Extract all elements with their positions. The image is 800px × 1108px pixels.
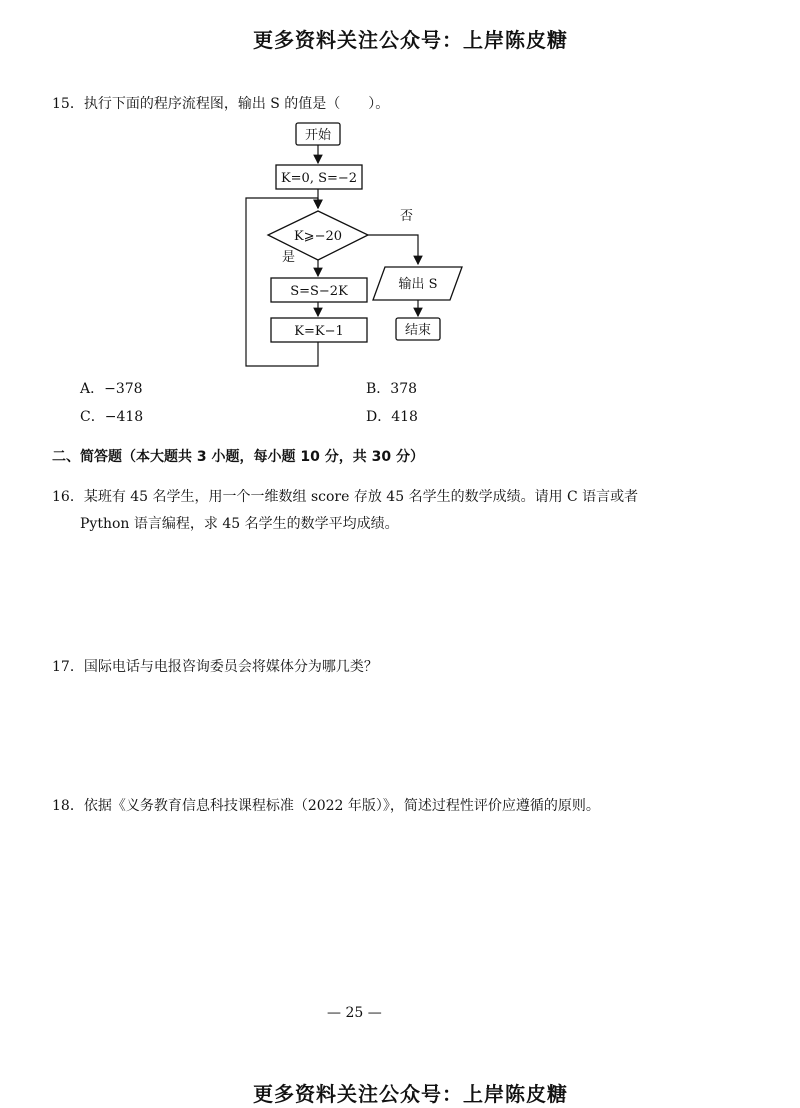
flow-step1-label: S=S−2K xyxy=(290,284,348,299)
section-2-heading: 二、简答题（本大题共 3 小题，每小题 10 分，共 30 分） xyxy=(52,449,424,465)
footer-banner: 更多资料关注公众号：上岸陈皮糖 xyxy=(253,1082,568,1106)
option-d-label: D． xyxy=(366,409,392,425)
option-a xyxy=(80,378,143,398)
option-a-value: −378 xyxy=(104,381,143,397)
question-17-text: 17．国际电话与电报咨询委员会将媒体分为哪几类？ xyxy=(52,659,378,675)
option-b-label: B． xyxy=(366,381,391,397)
flow-no-label: 否 xyxy=(400,209,414,224)
flow-start-label: 开始 xyxy=(304,128,332,143)
flow-arrow xyxy=(368,235,418,264)
flow-init-label: K=0, S=−2 xyxy=(280,171,358,186)
option-d-value: 418 xyxy=(391,409,418,425)
flowchart xyxy=(240,120,480,375)
question-16-line1: 16．某班有 45 名学生，用一个一维数组 score 存放 45 名学生的数学成绩。请用 C 语言或者 xyxy=(52,489,639,505)
question-15-text: 15．执行下面的程序流程图，输出 S 的值是（ ）。 xyxy=(52,96,390,112)
flow-end-label: 结束 xyxy=(404,323,432,338)
flow-yes-label: 是 xyxy=(282,250,296,265)
option-c-label: C． xyxy=(80,409,105,425)
page-number: — 25 — xyxy=(327,1005,382,1021)
option-b xyxy=(366,378,417,398)
flow-condition-label: K⩾−20 xyxy=(293,229,343,244)
option-c-value: −418 xyxy=(104,409,144,425)
header-banner: 更多资料关注公众号：上岸陈皮糖 xyxy=(253,28,568,52)
flow-output-label: 输出 S xyxy=(398,277,438,292)
option-a-label: A． xyxy=(80,381,105,397)
option-d xyxy=(366,406,418,426)
question-16-line2: Python 语言编程，求 45 名学生的数学平均成绩。 xyxy=(80,516,399,532)
option-c xyxy=(80,406,143,426)
flow-step2-label: K=K−1 xyxy=(294,324,344,339)
option-b-value: 378 xyxy=(390,381,418,397)
question-18-text: 18．依据《义务教育信息科技课程标准（2022 年版）》，简述过程性评价应遵循的原则。 xyxy=(52,798,600,814)
